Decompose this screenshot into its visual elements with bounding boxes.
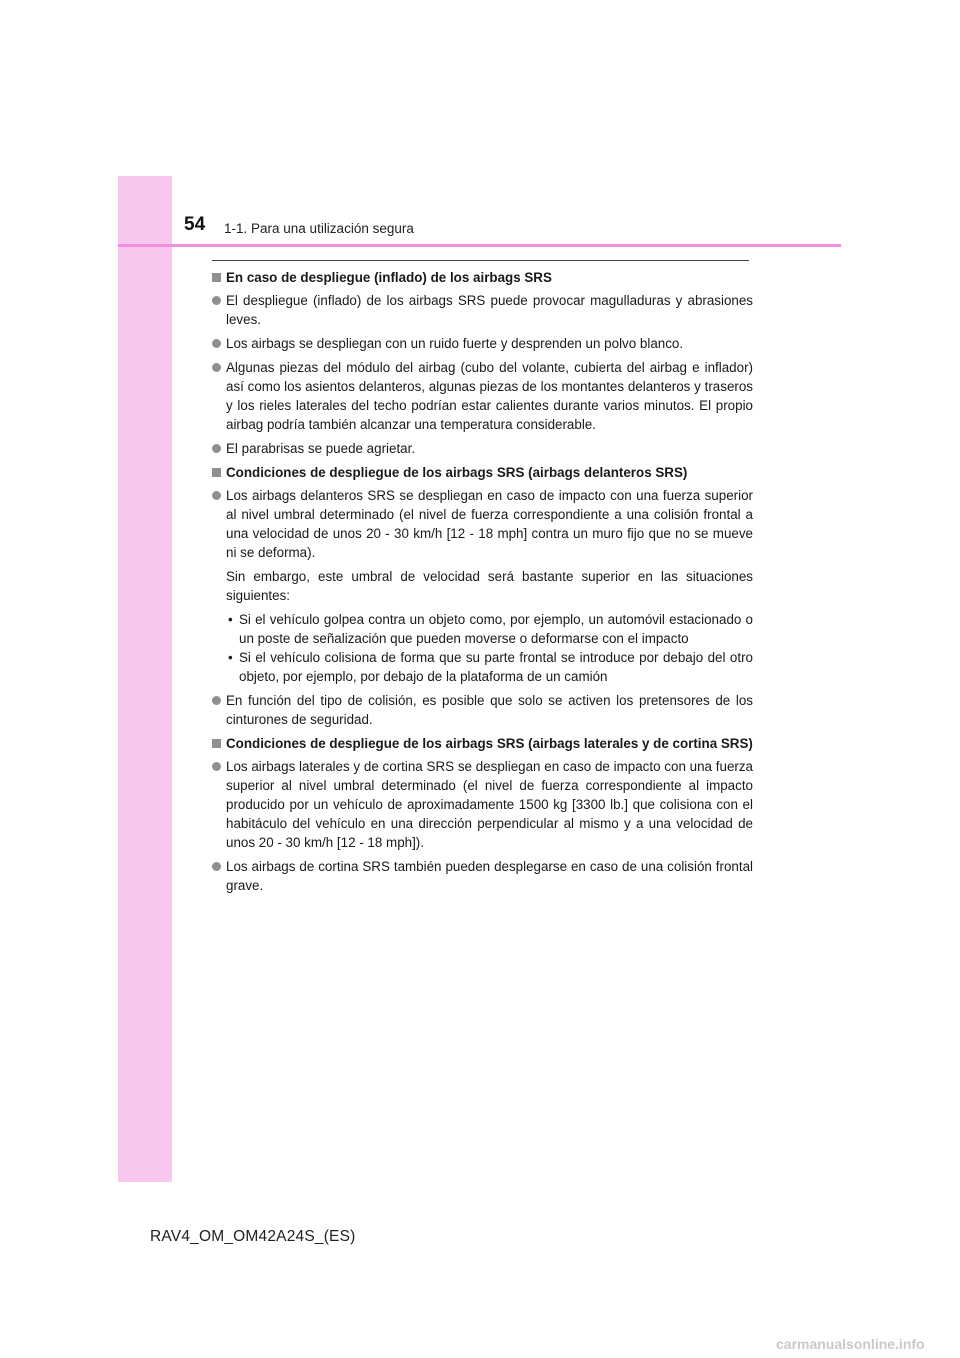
list-item: En función del tipo de colisión, es posible que solo se activen los pretensores de los cinturones de seguridad. [212, 691, 753, 729]
section-heading: Condiciones de despliegue de los airbags SRS (airbags laterales y de cortina SRS) [212, 734, 753, 753]
section-heading: En caso de despliegue (inflado) de los airbags SRS [212, 268, 753, 287]
content-body [212, 268, 753, 900]
circle-bullet-icon [212, 444, 221, 453]
section-heading: Condiciones de despliegue de los airbags SRS (airbags delanteros SRS) [212, 463, 753, 482]
list-item: El parabrisas se puede agrietar. [212, 439, 753, 458]
section-title: 1-1. Para una utilización segura [224, 221, 414, 236]
circle-bullet-icon [212, 762, 221, 771]
list-item: Los airbags laterales y de cortina SRS se despliegan en caso de impacto con una fuerza superior al nivel umbral determinado (el nivel de fuerza correspondiente al impacto producido por un vehículo de aproximadamente 1500 kg [3300 lb.] que colisiona con el habitáculo del vehículo en una dirección perpendicular al mismo y a una velocidad de unos 20 - 30 km/h [12 - 18 mph]). [212, 757, 753, 852]
paragraph: Sin embargo, este umbral de velocidad será bastante superior en las situaciones siguientes: [226, 569, 753, 603]
dot-marker-icon: • [228, 612, 233, 627]
list-item: Los airbags de cortina SRS también pueden desplegarse en caso de una colisión frontal grave. [212, 857, 753, 895]
content-rule [212, 260, 749, 261]
list-item: Algunas piezas del módulo del airbag (cubo del volante, cubierta del airbag e inflador) así como los asientos delanteros, algunas piezas de los montantes delanteros y traseros y los rieles laterales del techo podrían estar calientes durante varios minutos. El propio airbag podría también alcanzar una temperatura considerable. [212, 358, 753, 434]
list-item: El despliegue (inflado) de los airbags SRS puede provocar magulladuras y abrasiones leves. [212, 291, 753, 329]
square-bullet-icon [212, 468, 221, 477]
header-rule [118, 244, 841, 247]
square-bullet-icon [212, 739, 221, 748]
circle-bullet-icon [212, 339, 221, 348]
watermark: carmanualsonline.info [776, 1336, 925, 1352]
sub-list-item: • Si el vehículo colisiona de forma que su parte frontal se introduce por debajo del otro objeto, por ejemplo, por debajo de la plataforma de un camión [228, 650, 753, 684]
dot-marker-icon: • [228, 650, 233, 665]
circle-bullet-icon [212, 696, 221, 705]
page-side-tab [118, 176, 172, 1182]
circle-bullet-icon [212, 491, 221, 500]
circle-bullet-icon [212, 862, 221, 871]
sub-list-item: • Si el vehículo golpea contra un objeto como, por ejemplo, un automóvil estacionado o un poste de señalización que pueden moverse o deformarse con el impacto [228, 612, 753, 646]
circle-bullet-icon [212, 363, 221, 372]
list-item: Los airbags se despliegan con un ruido fuerte y desprenden un polvo blanco. [212, 334, 753, 353]
list-item: Los airbags delanteros SRS se despliegan en caso de impacto con una fuerza superior al nivel umbral determinado (el nivel de fuerza correspondiente a una colisión frontal a una velocidad de unos 20 - 30 km/h [12 - 18 mph] contra un muro fijo que no se mueve ni se deforma). [212, 486, 753, 562]
document-code: RAV4_OM_OM42A24S_(ES) [150, 1228, 356, 1245]
circle-bullet-icon [212, 296, 221, 305]
square-bullet-icon [212, 273, 221, 282]
page-number: 54 [184, 214, 206, 235]
